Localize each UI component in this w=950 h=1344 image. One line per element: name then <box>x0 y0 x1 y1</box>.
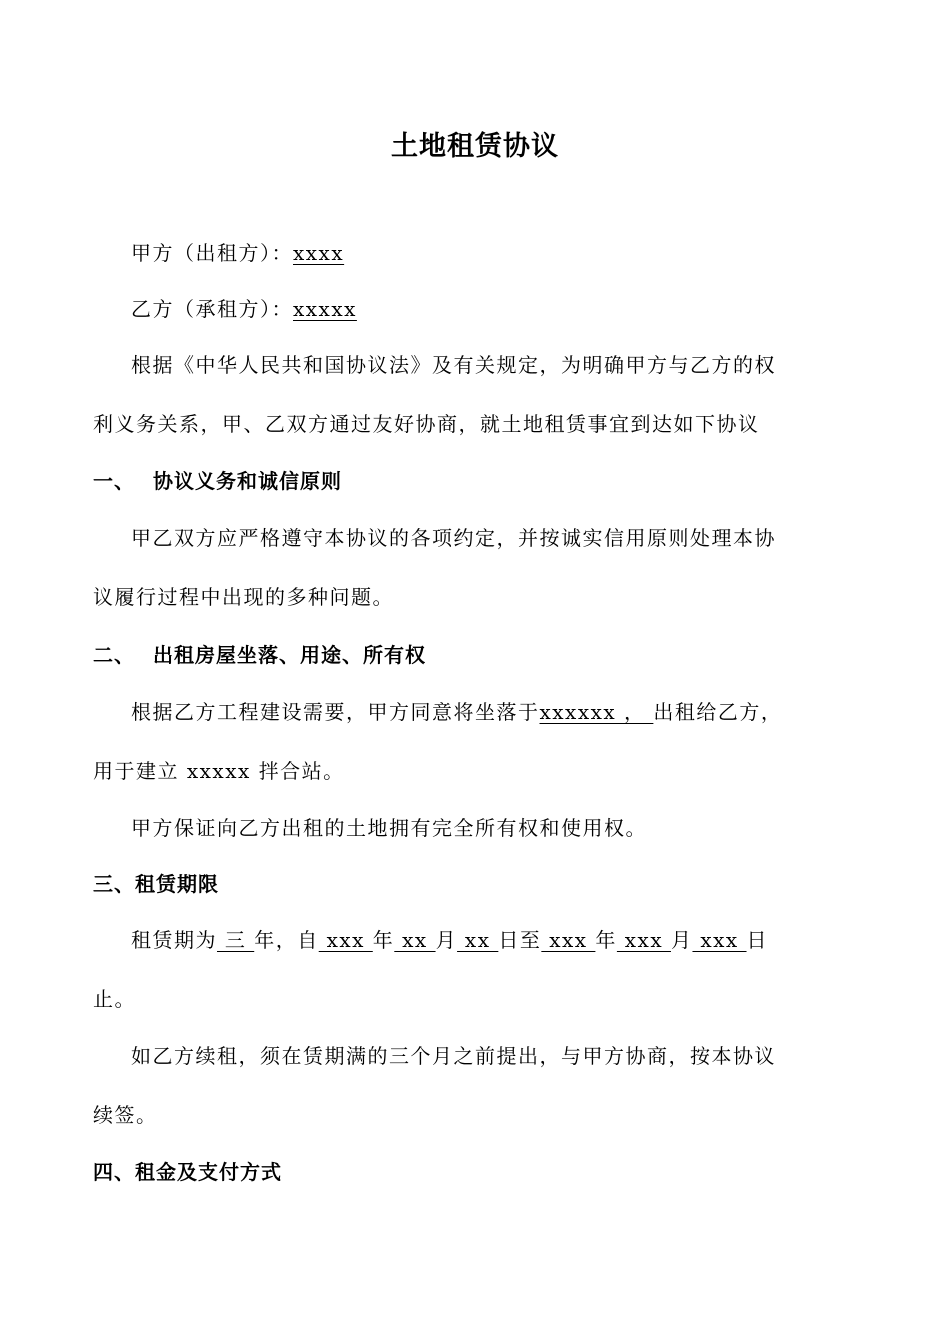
section-2-paragraph-2: 甲方保证向乙方出租的土地拥有完全所有权和使用权。 <box>131 816 647 840</box>
lease-term-text: 日至 <box>498 928 542 952</box>
section-4-heading: 四、租金及支付方式 <box>93 1160 282 1184</box>
section-2-paragraph-1 <box>131 697 782 727</box>
section-2-text-after: 出租给乙方， <box>653 700 783 724</box>
renewal-line-1: 如乙方续租，须在赁期满的三个月之前提出，与甲方协商，按本协议 <box>131 1044 776 1068</box>
party-b-value: xxxxx <box>293 297 357 321</box>
intro-line-2: 利义务关系，甲、乙双方通过友好协商，就土地租赁事宜到达如下协议 <box>93 412 760 436</box>
section-1-line-2: 议履行过程中出现的多种问题。 <box>93 585 394 609</box>
lease-term-line <box>131 925 768 955</box>
party-a-label: 甲方（出租方）： <box>131 241 293 265</box>
party-b-label: 乙方（承租方）： <box>131 297 293 321</box>
section-2-title: 出租房屋坐落、用途、所有权 <box>153 643 426 667</box>
renewal-line-2: 续签。 <box>93 1103 158 1127</box>
start-year-field: xxx <box>318 928 373 952</box>
lease-years-field: 三 <box>217 928 255 952</box>
lease-term-text: 年 <box>595 928 617 952</box>
section-2-line-2: 用于建立 xxxxx 拌合站。 <box>93 759 345 783</box>
end-day-field: xxx <box>692 928 747 952</box>
section-1-number: 一、 <box>93 469 135 493</box>
party-b-line <box>131 294 357 324</box>
section-1-title: 协议义务和诚信原则 <box>153 469 342 493</box>
start-day-field: xx <box>457 928 499 952</box>
section-2-text-before: 根据乙方工程建设需要，甲方同意将坐落于 <box>131 700 540 724</box>
end-month-field: xxx <box>616 928 671 952</box>
section-1-line-1: 甲乙双方应严格遵守本协议的各项约定，并按诚实信用原则处理本协 <box>131 526 776 550</box>
lease-term-text: 年 <box>372 928 395 952</box>
lease-term-text: 月 <box>435 928 458 952</box>
end-year-field: xxx <box>541 928 596 952</box>
lease-term-text: 年，自 <box>254 928 319 952</box>
lease-term-line-2: 止。 <box>93 987 136 1011</box>
start-month-field: xx <box>394 928 436 952</box>
document-title: 土地租赁协议 <box>391 131 559 162</box>
section-2-number: 二、 <box>93 643 135 667</box>
section-2-heading <box>93 640 426 670</box>
party-a-value: xxxx <box>293 241 345 265</box>
section-1-heading <box>93 466 342 496</box>
lease-term-text: 日 <box>746 928 769 952</box>
section-3-heading: 三、租赁期限 <box>93 872 219 896</box>
intro-line-1: 根据《中华人民共和国协议法》及有关规定，为明确甲方与乙方的权 <box>131 353 776 377</box>
lease-term-text: 租赁期为 <box>131 928 217 952</box>
location-field: xxxxxx ， <box>539 700 654 724</box>
lease-term-text: 月 <box>670 928 693 952</box>
party-a-line <box>131 238 344 268</box>
